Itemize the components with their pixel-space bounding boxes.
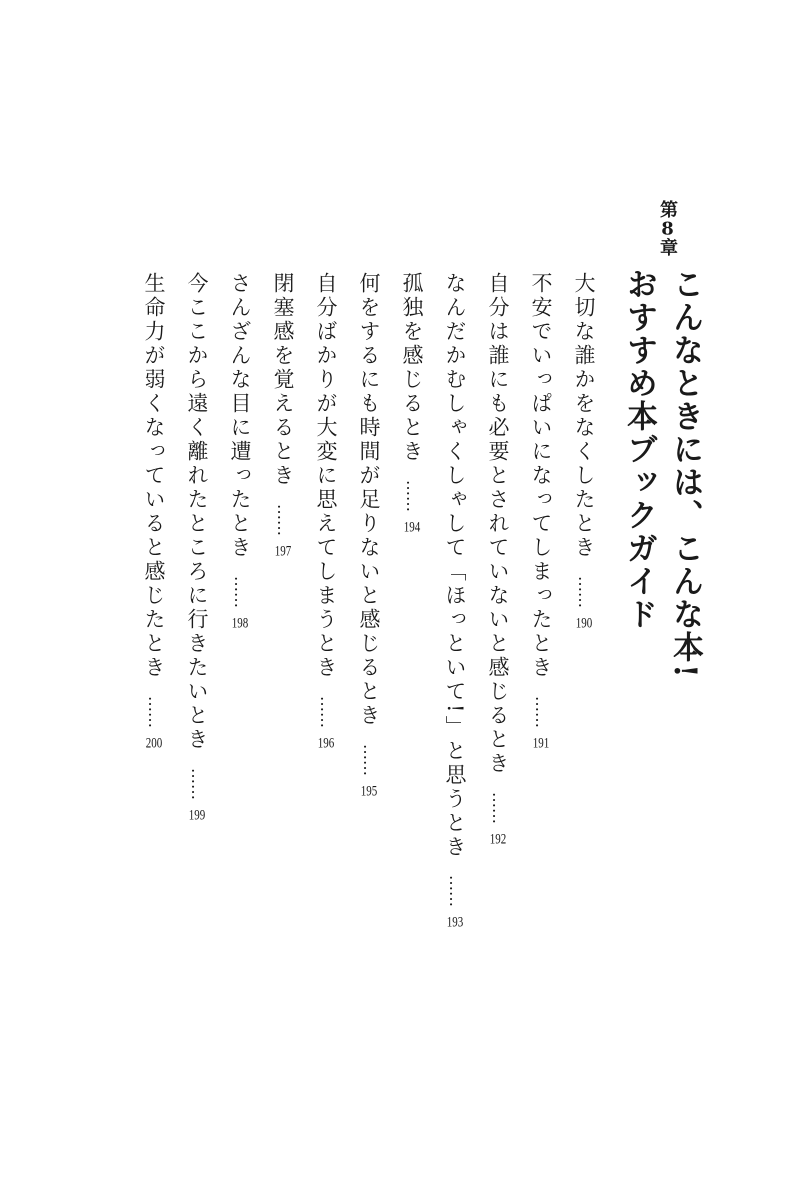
chapter-number: 8 xyxy=(661,220,674,238)
toc-entry-title: 閉塞感を覚えるとき xyxy=(271,272,295,488)
toc-entry-title: 何をするにも時間が足りないと感じるとき xyxy=(357,272,381,728)
toc-entry[interactable] xyxy=(394,272,422,535)
toc-entry[interactable] xyxy=(265,272,293,559)
toc-entry-title: 自分ばかりが大変に思えてしまうとき xyxy=(314,272,338,680)
toc-page-number: 192 xyxy=(489,832,507,847)
toc-leader: …… xyxy=(360,744,379,776)
toc-page-number: 199 xyxy=(188,808,206,823)
toc-page-number: 194 xyxy=(403,520,421,535)
toc-leader: …… xyxy=(489,792,508,824)
toc-leader: …… xyxy=(446,875,465,908)
toc-entry-title: 孤独を感じるとき xyxy=(400,272,424,464)
toc-entry-title: 生命力が弱くなっていると感じたとき xyxy=(142,272,166,680)
chapter-label-suffix: 章 xyxy=(657,238,678,258)
toc-leader: …… xyxy=(575,576,594,608)
chapter-title-line-1: こんなときには、こんな本! xyxy=(667,268,703,680)
toc-entry-title: 大切な誰かをなくしたとき xyxy=(572,272,596,560)
toc-entry[interactable] xyxy=(308,272,336,751)
toc-page-number: 193 xyxy=(446,915,464,931)
chapter-label-prefix: 第 xyxy=(657,200,678,220)
toc-page-number: 195 xyxy=(360,784,378,799)
toc-leader: …… xyxy=(188,768,207,800)
toc-entry[interactable] xyxy=(136,272,164,751)
toc-page-number: 197 xyxy=(274,544,292,559)
toc-leader: …… xyxy=(532,696,551,728)
toc-entry[interactable] xyxy=(222,272,250,631)
toc-entry[interactable] xyxy=(566,272,594,631)
toc-page-number: 191 xyxy=(532,736,550,751)
toc-page-number: 190 xyxy=(575,616,593,631)
toc-entry-title: 不安でいっぱいになってしまったとき xyxy=(529,272,553,680)
toc-page-number: 198 xyxy=(231,616,249,631)
toc-leader: …… xyxy=(145,696,164,728)
toc-leader: …… xyxy=(231,576,250,608)
chapter-label xyxy=(648,200,676,258)
toc-page-number: 196 xyxy=(317,736,335,751)
toc-entry[interactable] xyxy=(437,272,465,930)
toc-entry-title: なんだかむしゃくしゃして「ほっといて!」と思うとき xyxy=(443,272,467,860)
toc-entry[interactable] xyxy=(351,272,379,799)
toc-leader: …… xyxy=(403,480,422,512)
chapter-title-line-2: おすすめ本ブックガイド xyxy=(621,268,657,631)
toc-entry[interactable] xyxy=(523,272,551,751)
toc-entry-title: さんざんな目に遭ったとき xyxy=(228,272,252,560)
toc-entry-title: 自分は誰にも必要とされていないと感じるとき xyxy=(486,272,510,776)
toc-entry[interactable] xyxy=(179,272,207,823)
toc-leader: …… xyxy=(274,504,293,536)
toc-entry-title: 今ここから遠く離れたところに行きたいとき xyxy=(185,272,209,752)
toc-leader: …… xyxy=(317,696,336,728)
toc-page-number: 200 xyxy=(145,736,163,751)
toc-entry[interactable] xyxy=(480,272,508,847)
